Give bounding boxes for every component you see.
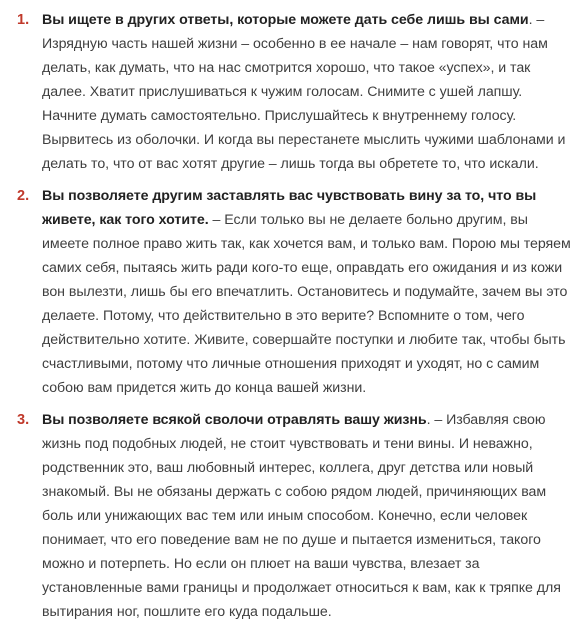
list-item-lead: Вы ищете в других ответы, которые можете дать себе лишь вы сами	[42, 12, 529, 28]
list-item	[0, 408, 574, 624]
list-item-text	[42, 8, 574, 176]
list-item	[0, 8, 574, 176]
list-item-text	[42, 408, 574, 624]
list-item-body: – Если только вы не делаете больно другим, вы имеете полное право жить так, как хочется вам, и только вам. Порою мы теряем самих себя, пытаясь жить ради кого-то еще, оправдать его ожидания и из кожи вон вылезти, лишь бы его впечатлить. Остановитесь и подумайте, зачем вы это делаете. Потому, что действительно в это верите? Вспомните о том, чего действительно хотите. Живите, совершайте поступки и любите так, чтобы быть счастливыми, потому что личные отношения приходят и уходят, но с самим собою вам придется жить до конца вашей жизни.	[42, 212, 571, 396]
list-number: 3.	[17, 412, 30, 428]
list-item-lead: Вы позволяете всякой сволочи отравлять вашу жизнь	[42, 412, 427, 428]
list-item-body: . – Изрядную часть нашей жизни – особенно в ее начале – нам говорят, что нам делать, как думать, что на нас смотрится хорошо, что такое «успех», и так далее. Хватит прислушиваться к чужим голосам. Снимите с ушей лапшу. Начните думать самостоятельно. Прислушайтесь к внутреннему голосу. Вырвитесь из оболочки. И когда вы перестанете мыслить чужими шаблонами и делать то, что от вас хотят другие – лишь тогда вы обретете то, что искали.	[42, 12, 566, 172]
numbered-list	[0, 8, 574, 624]
list-number: 1.	[17, 12, 30, 28]
list-item-body: . – Избавляя свою жизнь под подобных людей, не стоит чувствовать и тени вины. И неважно, родственник это, ваш любовный интерес, коллега, друг детства или новый знакомый. Вы не обязаны держать с собою рядом людей, причиняющих вам боль или унижающих вас тем или иным способом. Конечно, если человек понимает, что его поведение вам не по душе и пытается измениться, такого можно и потерпеть. Но если он плюет на ваши чувства, влезает за установленные вами границы и продолжает относиться к вам, как к тряпке для вытирания ног, пошлите его куда подальше.	[42, 412, 561, 620]
list-item-text	[42, 184, 574, 400]
list-item	[0, 184, 574, 400]
list-item-lead: Вы позволяете другим заставлять вас чувствовать вину за то, что вы живете, как того хотите.	[42, 188, 537, 228]
list-number: 2.	[17, 188, 30, 204]
